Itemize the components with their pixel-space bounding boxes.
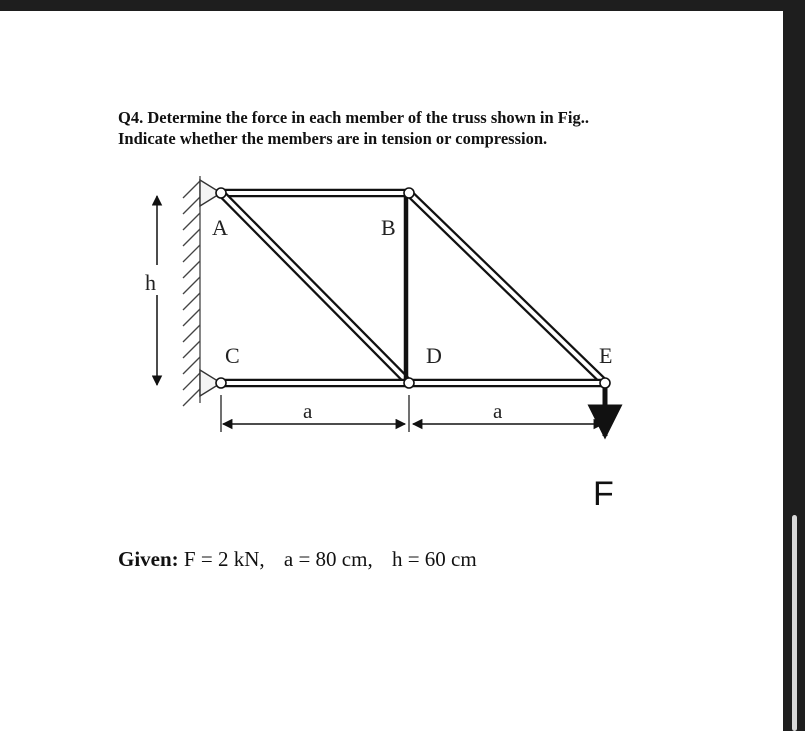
given-force: F = 2 kN, [183,547,265,571]
joint-c [216,378,226,388]
question-line-1: Q4. Determine the force in each member of the truss shown in Fig.. [118,108,589,127]
node-label-c: C [225,343,240,368]
question-line-2: Indicate whether the members are in tension or compression. [118,129,548,148]
span-label-1: a [303,399,313,423]
height-label: h [145,270,156,295]
truss-members [221,193,605,383]
span-label-2: a [493,399,503,423]
node-label-a: A [212,215,228,240]
node-label-d: D [426,343,442,368]
truss-joints [216,188,613,388]
given-label: Given: [118,547,179,571]
joint-e [600,378,610,388]
joint-d [404,378,414,388]
wall-support [183,176,200,406]
node-label-b: B [381,215,396,240]
given-a: a = 80 cm, [283,547,373,571]
given-h: h = 60 cm [391,547,477,571]
force-label: F [593,475,614,513]
given-values [118,547,477,572]
joint-a [216,188,226,198]
node-label-e: E [599,343,613,368]
joint-b [404,188,414,198]
